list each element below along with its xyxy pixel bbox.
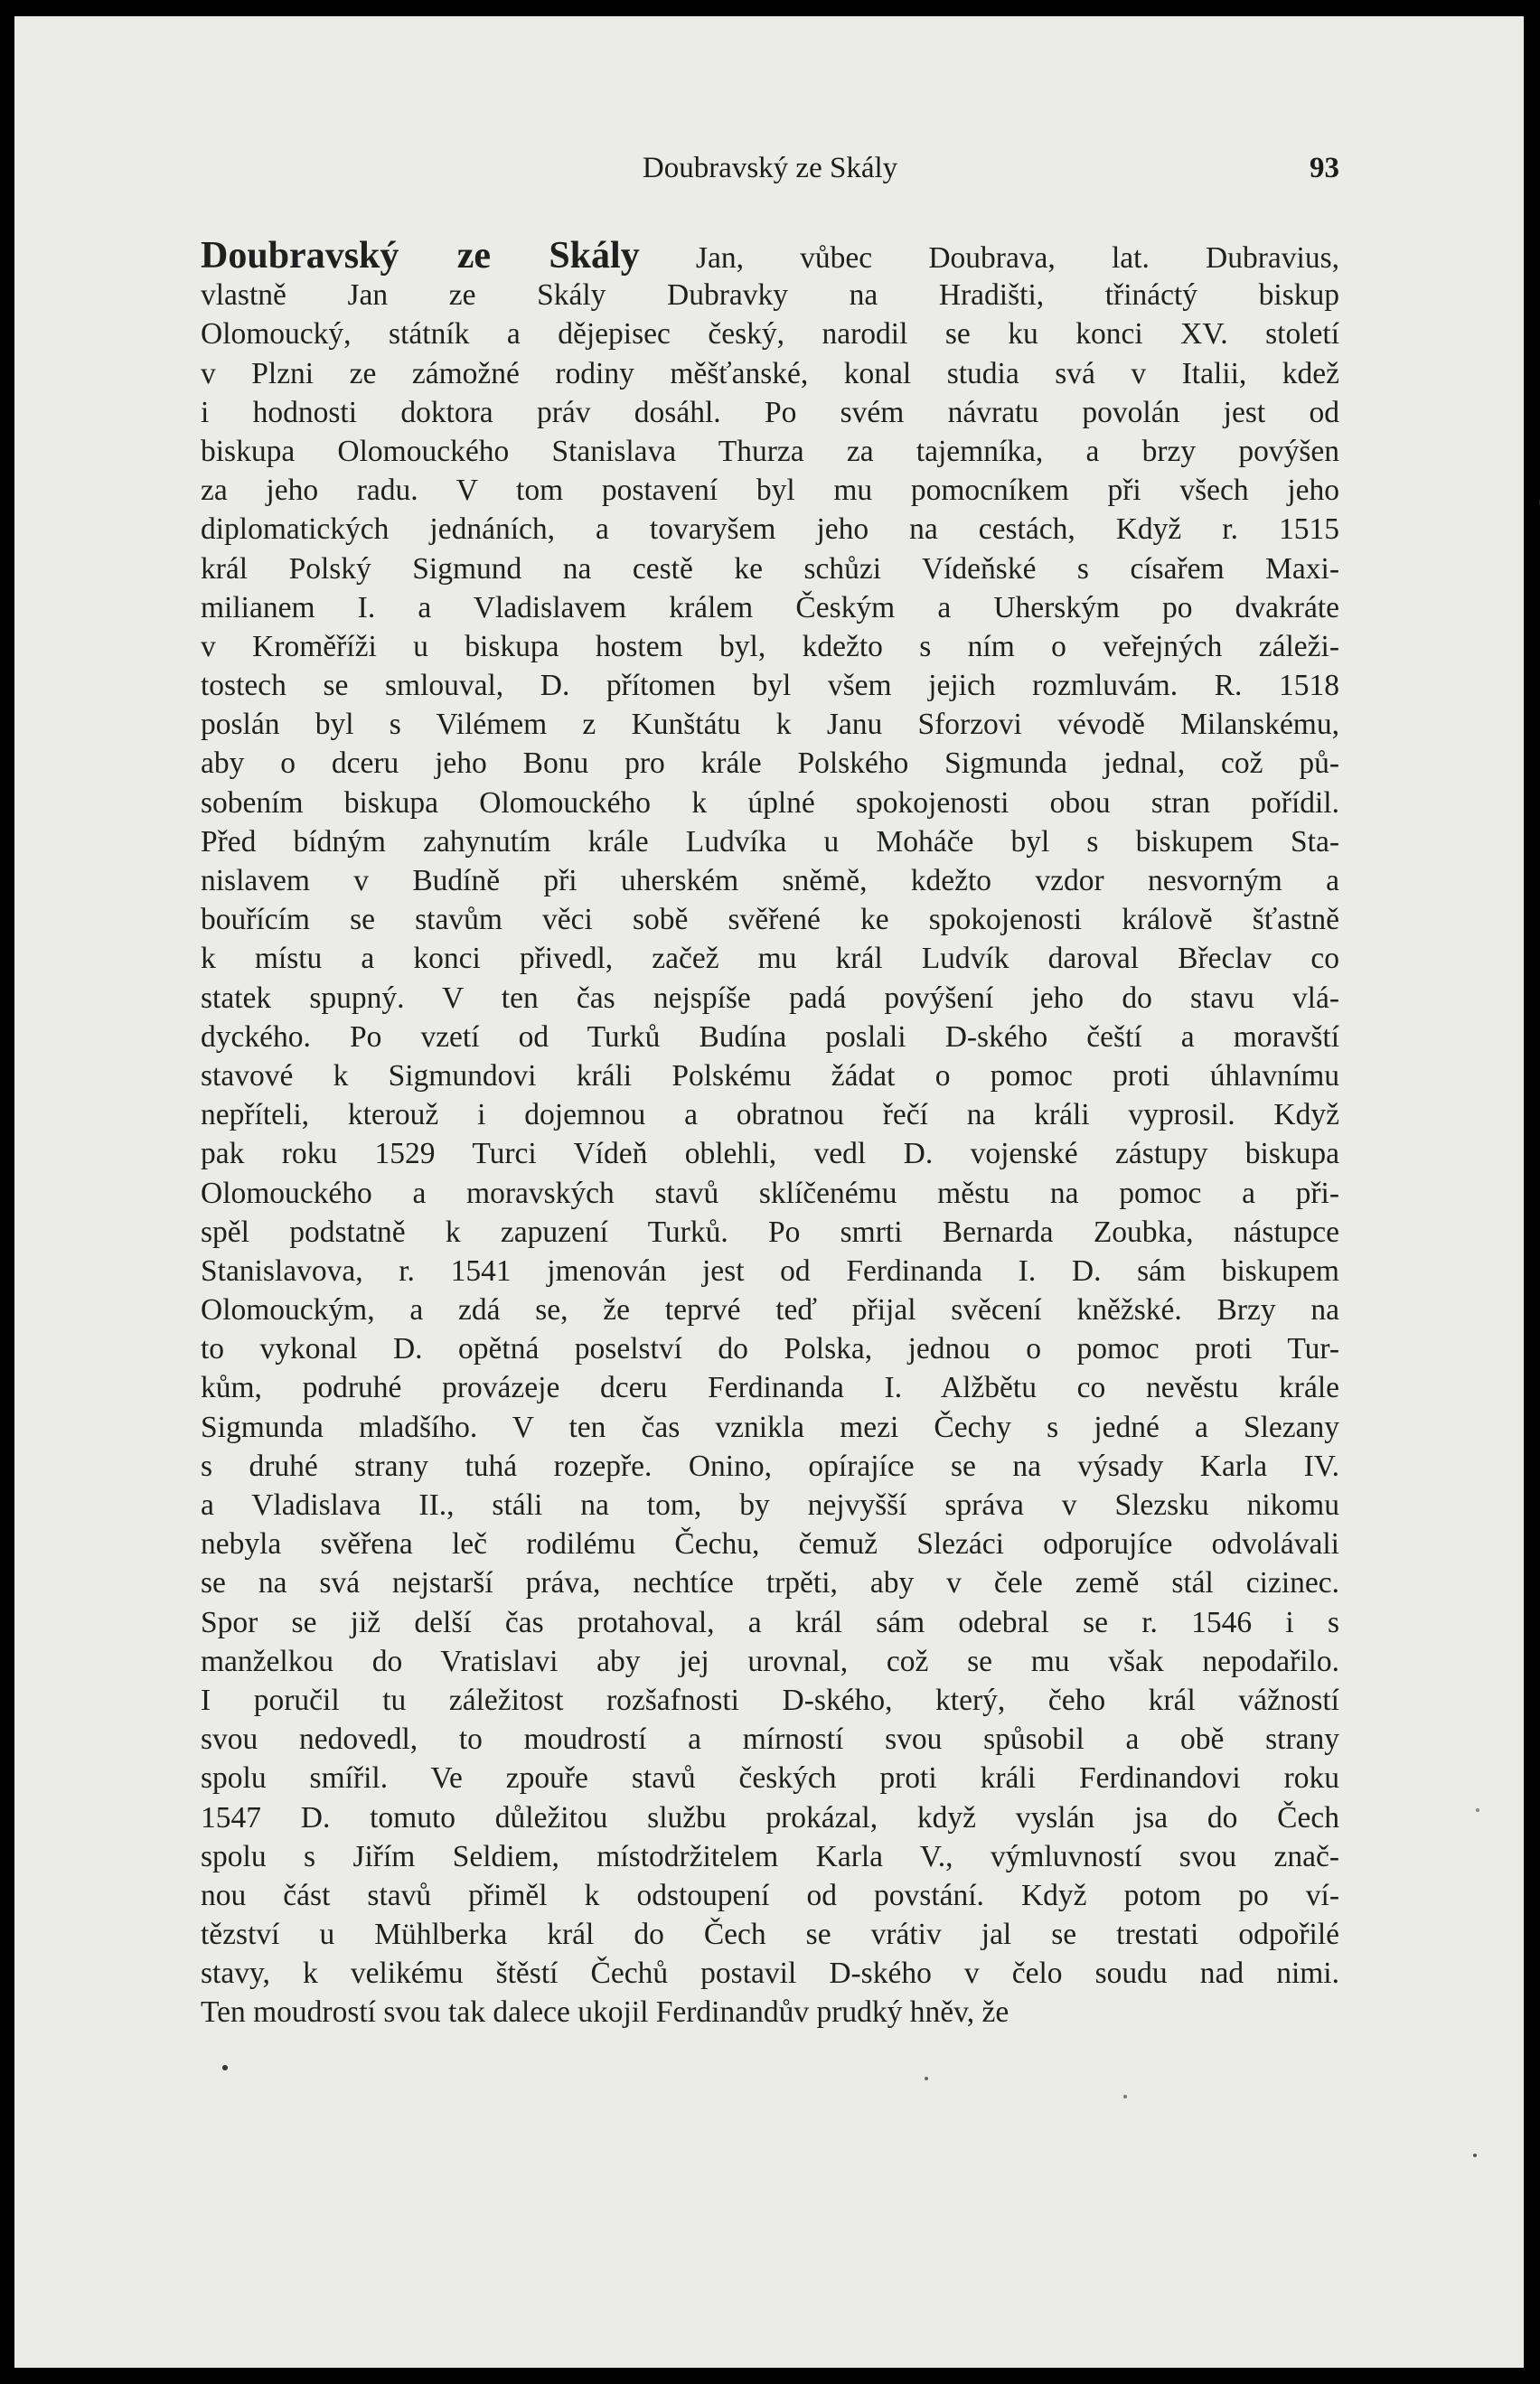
article-line: v Kroměříži u biskupa hostem byl, kdežto s ním o veřejných záleži- bbox=[201, 629, 1339, 663]
article-line-1 bbox=[201, 237, 1339, 276]
article-line: aby o dceru jeho Bonu pro krále Polského Sigmunda jednal, což pů- bbox=[201, 746, 1339, 781]
article-line: a Vladislava II., stáli na tom, by nejvyšší správa v Slezsku nikomu bbox=[201, 1488, 1339, 1522]
article-line: I poručil tu záležitost rozšafnosti D-ského, který, čeho král vážností bbox=[201, 1683, 1339, 1717]
article-line: Ten moudrostí svou tak dalece ukojil Ferdinandův prudký hněv, že bbox=[201, 1995, 1009, 2030]
article-line: sobením biskupa Olomouckého k úplné spokojenosti obou stran pořídil. bbox=[201, 785, 1339, 820]
article-headword: Doubravský ze Skály bbox=[201, 235, 640, 277]
article-line: spolu smířil. Ve zpouře stavů českých proti králi Ferdinandovi roku bbox=[201, 1761, 1339, 1796]
article-line: statek spupný. V ten čas nejspíše padá povýšení jeho do stavu vlá- bbox=[201, 981, 1339, 1015]
article-line: pak roku 1529 Turci Vídeň oblehli, vedl D. vojenské zástupy biskupa bbox=[201, 1137, 1339, 1171]
article-line: poslán byl s Vilémem z Kunštátu k Janu Sforzovi vévodě Milanskému, bbox=[201, 708, 1339, 742]
page-number: 93 bbox=[1310, 152, 1339, 184]
article-line: Olomoucký, státník a dějepisec český, narodil se ku konci XV. století bbox=[201, 317, 1339, 352]
article-line: nislavem v Budíně při uherském sněmě, kdežto vzdor nesvorným a bbox=[201, 864, 1339, 897]
article-line: biskupa Olomouckého Stanislava Thurza za tajemníka, a brzy povýšen bbox=[201, 434, 1339, 468]
article-line: Spor se již delší čas protahoval, a král sám odebral se r. 1546 i s bbox=[201, 1605, 1339, 1639]
article-line: to vykonal D. opětná poselství do Polska, jednou o pomoc proti Tur- bbox=[201, 1332, 1339, 1366]
article-line: svou nedovedl, to moudrostí a mírností svou spůsobil a obě strany bbox=[201, 1722, 1339, 1757]
article-line: bouřícím se stavům věci sobě svěřené ke spokojenosti královĕ šťastně bbox=[201, 903, 1339, 937]
article-line: stavové k Sigmundovi králi Polskému žádat o pomoc proti úhlavnímu bbox=[201, 1058, 1339, 1093]
article-line: milianem I. a Vladislavem králem Českým a Uherským po dvakráte bbox=[201, 590, 1339, 624]
article-line: i hodnosti doktora práv dosáhl. Po svém návratu povolán jest od bbox=[201, 395, 1339, 429]
article-line: stavy, k velikému štěstí Čechů postavil D-ského v čelo soudu nad nimi. bbox=[201, 1957, 1339, 1991]
article-line: dyckého. Po vzetí od Turků Budína poslali D-ského čeští a moravští bbox=[201, 1019, 1339, 1054]
article-line: k místu a konci přivedl, začež mu král Ludvík daroval Břeclav co bbox=[201, 942, 1339, 976]
article-line: 1547 D. tomuto důležitou službu prokázal, když vyslán jsa do Čech bbox=[201, 1800, 1339, 1835]
article-line: v Plzni ze zámožné rodiny měšťanské, konal studia svá v Italii, kdež bbox=[201, 356, 1339, 390]
article-line: nepříteli, kterouž i dojemnou a obratnou řečí na králi vyprosil. Když bbox=[201, 1098, 1339, 1132]
article-line: s druhé strany tuhá rozepře. Onino, opírajíce se na výsady Karla IV. bbox=[201, 1449, 1339, 1483]
article-line: Stanislavova, r. 1541 jmenován jest od Ferdinanda I. D. sám biskupem bbox=[201, 1253, 1339, 1288]
article-line: spěl podstatně k zapuzení Turků. Po smrti Bernarda Zoubka, nástupce bbox=[201, 1215, 1339, 1249]
article-line: spolu s Jiřím Seldiem, místodržitelem Karla V., výmluvností svou znač- bbox=[201, 1839, 1339, 1873]
article-line: nou část stavů přiměl k odstoupení od povstání. Když potom po ví- bbox=[201, 1878, 1339, 1912]
article-line: vlastně Jan ze Skály Dubravky na Hradišti, třináctý biskup bbox=[201, 278, 1339, 313]
article-line: za jeho radu. V tom postavení byl mu pomocníkem při všech jeho bbox=[201, 474, 1339, 508]
article-line: Před bídným zahynutím krále Ludvíka u Moháče byl s biskupem Sta- bbox=[201, 824, 1339, 859]
page-header bbox=[201, 146, 1339, 201]
article-line-1-text: Jan, vůbec Doubrava, lat. Dubravius, bbox=[639, 241, 1339, 275]
running-title: Doubravský ze Skály bbox=[642, 152, 898, 184]
article-line: tězství u Mühlberka král do Čech se vrátiv jal se trestati odpořilé bbox=[201, 1918, 1339, 1952]
article-line: nebyla svěřena leč rodilému Čechu, čemuž Slezáci odporujíce odvolávali bbox=[201, 1527, 1339, 1562]
article-line: král Polský Sigmund na cestě ke schůzi Vídeňské s císařem Maxi- bbox=[201, 551, 1339, 586]
article-line: tostech se smlouval, D. přítomen byl všem jejich rozmluvám. R. 1518 bbox=[201, 669, 1339, 703]
article-line: diplomatických jednáních, a tovaryšem jeho na cestách, Když r. 1515 bbox=[201, 512, 1339, 547]
article-text bbox=[201, 237, 1339, 2032]
article-line: kům, podruhé provázeje dceru Ferdinanda I. Alžbětu co nevěstu krále bbox=[201, 1371, 1339, 1405]
article-line: Olomouckého a moravských stavů sklíčenému městu na pomoc a při- bbox=[201, 1176, 1339, 1210]
article-line: Sigmunda mladšího. V ten čas vznikla mezi Čechy s jedné a Slezany bbox=[201, 1410, 1339, 1444]
article-line: se na svá nejstarší práva, nechtíce trpěti, aby v čele země stál cizinec. bbox=[201, 1566, 1339, 1600]
article-line: manželkou do Vratislavi aby jej urovnal, což se mu však nepodařilo. bbox=[201, 1644, 1339, 1678]
article-line: Olomouckým, a zdá se, že teprvé teď přijal svěcení kněžské. Brzy na bbox=[201, 1293, 1339, 1328]
